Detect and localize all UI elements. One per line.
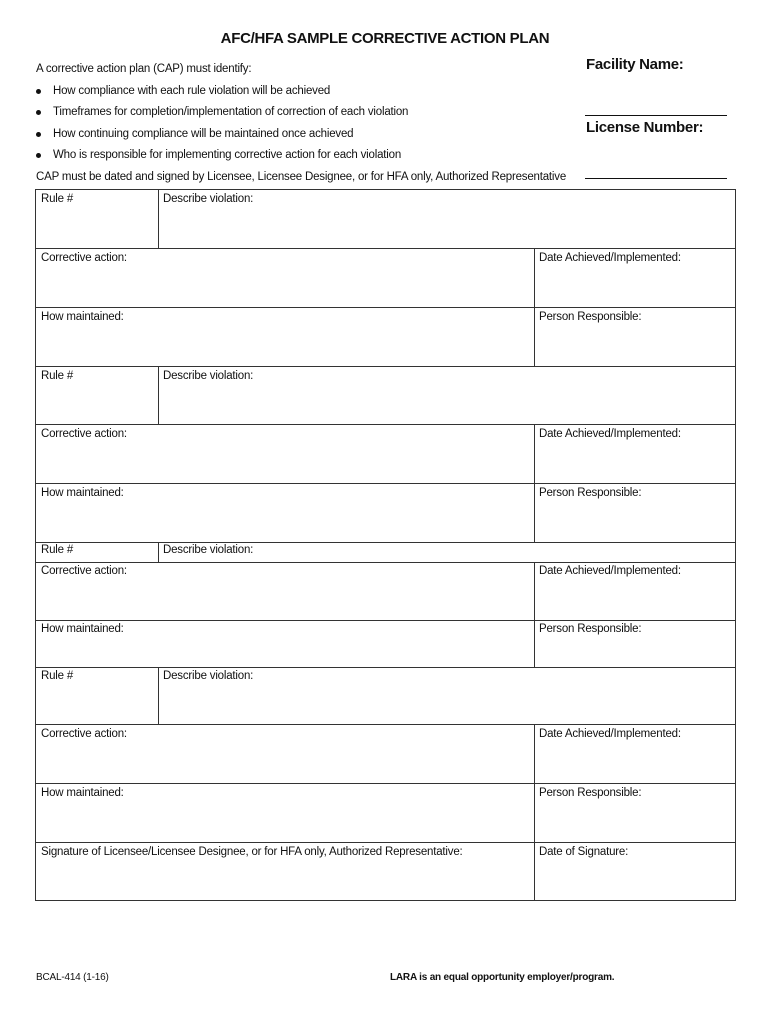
rule-number-label: Rule # — [41, 670, 74, 682]
describe-violation-label: Describe violation: — [163, 544, 254, 556]
column-divider — [158, 667, 159, 724]
license-number-field[interactable] — [585, 178, 727, 179]
requirement-item: Timeframes for completion/implementation of correction of each violation — [36, 102, 566, 124]
how-maintained-label: How maintained: — [41, 623, 124, 635]
facility-name-label: Facility Name: — [586, 56, 684, 73]
row-divider — [36, 248, 735, 249]
column-divider — [158, 190, 159, 248]
requirement-item: How continuing compliance will be maintained once achieved — [36, 124, 566, 146]
column-divider — [534, 562, 535, 667]
row-divider — [36, 562, 735, 563]
how-maintained-label: How maintained: — [41, 487, 124, 499]
row-divider — [36, 783, 735, 784]
row-divider — [36, 424, 735, 425]
date-achieved-label: Date Achieved/Implemented: — [539, 728, 681, 740]
how-maintained-label: How maintained: — [41, 787, 124, 799]
describe-violation-label: Describe violation: — [163, 193, 254, 205]
form-title: AFC/HFA SAMPLE CORRECTIVE ACTION PLAN — [220, 30, 550, 47]
date-achieved-label: Date Achieved/Implemented: — [539, 565, 681, 577]
how-maintained-label: How maintained: — [41, 311, 124, 323]
date-of-signature-label: Date of Signature: — [539, 846, 629, 858]
requirements-list — [36, 81, 566, 167]
form-code: BCAL-414 (1-16) — [36, 972, 109, 983]
corrective-action-label: Corrective action: — [41, 252, 127, 264]
row-divider — [36, 483, 735, 484]
row-divider — [36, 366, 735, 367]
bullet-icon — [36, 132, 41, 137]
intro-line: A corrective action plan (CAP) must identify: — [36, 63, 252, 75]
equal-opportunity-statement: LARA is an equal opportunity employer/program. — [390, 972, 615, 983]
bullet-icon — [36, 153, 41, 158]
column-divider — [534, 424, 535, 542]
signing-note: CAP must be dated and signed by Licensee, Licensee Designee, or for HFA only, Authorized Representative — [36, 170, 567, 183]
describe-violation-label: Describe violation: — [163, 370, 254, 382]
corrective-action-label: Corrective action: — [41, 428, 127, 440]
describe-violation-label: Describe violation: — [163, 670, 254, 682]
person-responsible-label: Person Responsible: — [539, 787, 642, 799]
row-divider — [36, 307, 735, 308]
corrective-action-label: Corrective action: — [41, 565, 127, 577]
column-divider — [534, 724, 535, 900]
date-achieved-label: Date Achieved/Implemented: — [539, 428, 681, 440]
rule-number-label: Rule # — [41, 370, 74, 382]
row-divider — [36, 667, 735, 668]
column-divider — [158, 366, 159, 424]
corrective-action-table — [35, 189, 736, 901]
license-number-label: License Number: — [586, 119, 704, 136]
row-divider — [36, 842, 735, 843]
row-divider — [36, 620, 735, 621]
facility-name-field[interactable] — [585, 115, 727, 116]
person-responsible-label: Person Responsible: — [539, 623, 642, 635]
corrective-action-label: Corrective action: — [41, 728, 127, 740]
requirement-item: Who is responsible for implementing corrective action for each violation — [36, 145, 566, 167]
row-divider — [36, 542, 735, 543]
rule-number-label: Rule # — [41, 544, 74, 556]
bullet-icon — [36, 89, 41, 94]
person-responsible-label: Person Responsible: — [539, 311, 642, 323]
bullet-icon — [36, 110, 41, 115]
instructions — [36, 59, 566, 188]
rule-number-label: Rule # — [41, 193, 74, 205]
signature-label: Signature of Licensee/Licensee Designee, or for HFA only, Authorized Representative: — [41, 846, 463, 858]
row-divider — [36, 724, 735, 725]
date-achieved-label: Date Achieved/Implemented: — [539, 252, 681, 264]
requirement-item: How compliance with each rule violation will be achieved — [36, 81, 566, 103]
column-divider — [534, 248, 535, 366]
person-responsible-label: Person Responsible: — [539, 487, 642, 499]
column-divider — [158, 542, 159, 562]
